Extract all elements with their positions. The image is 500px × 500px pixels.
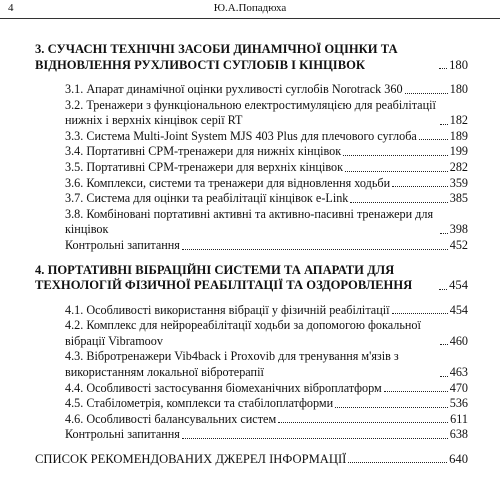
toc-review-questions-4[interactable]	[65, 427, 468, 443]
toc-page-number: 282	[449, 159, 468, 174]
dot-leader	[278, 422, 448, 423]
toc-section-3-8[interactable]	[65, 207, 468, 238]
toc-page-number: 638	[449, 427, 468, 442]
toc-page-number: 359	[449, 175, 468, 190]
toc-entry-title: 3.4. Портативні CPM-тренажери для нижніх кінцівок	[65, 144, 342, 159]
toc-page-number: 470	[449, 380, 468, 395]
toc-page-number: 398	[449, 222, 468, 237]
toc-entry-title: 4.3. Вібротренажери Vib4back і Proxovib для тренування м'язів з використанням локальної вібротерапії	[65, 349, 399, 379]
toc-page-number: 463	[449, 364, 468, 379]
header-rule	[0, 18, 500, 19]
page-number: 4	[8, 2, 14, 14]
toc-entry-title: 4.1. Особливості використання вібрації у фізичній реабілітації	[65, 302, 390, 317]
toc-entry-title: 3.1. Апарат динамічної оцінки рухливості суглобів Norotrack 360	[65, 82, 403, 96]
toc-entry-title: 4.2. Комплекс для нейрореабілітації ходьби за допомогою фокальної вібрації Vibramoov	[65, 318, 421, 348]
dot-leader	[345, 171, 448, 172]
toc-entry-title: 3. СУЧАСНІ ТЕХНІЧНІ ЗАСОБИ ДИНАМІЧНОЇ ОЦІНКИ ТА ВІДНОВЛЕННЯ РУХЛИВОСТІ СУГЛОБІВ І КІНЦІВОК	[35, 42, 398, 72]
dot-leader	[343, 155, 448, 156]
dot-leader	[392, 313, 448, 314]
dot-leader	[348, 462, 447, 463]
toc-page-number: 180	[449, 82, 468, 96]
table-of-contents	[35, 42, 468, 467]
toc-entry-title: 3.2. Тренажери з функціональною електростимуляцією для реабілітації нижніх і верхніх кінцівок серії RT	[65, 97, 436, 128]
dot-leader	[182, 249, 448, 250]
dot-leader	[350, 202, 447, 203]
dot-leader	[384, 391, 448, 392]
toc-section-3-1[interactable]	[65, 82, 468, 98]
toc-section-3-2[interactable]	[65, 98, 468, 129]
dot-leader	[439, 289, 447, 290]
toc-page-number: 199	[449, 144, 468, 159]
toc-section-3-7[interactable]	[65, 191, 468, 207]
toc-entry-title: 3.5. Портативні CPM-тренажери для верхніх кінцівок	[65, 159, 344, 174]
toc-section-4-6[interactable]	[65, 412, 468, 428]
toc-entry-title: 3.3. Система Multi-Joint System MJS 403 Plus для плечового суглоба	[65, 128, 417, 143]
toc-entry-title: СПИСОК РЕКОМЕНДОВАНИХ ДЖЕРЕЛ ІНФОРМАЦІЇ	[35, 451, 347, 466]
toc-references[interactable]	[35, 452, 468, 467]
toc-review-questions-3[interactable]	[65, 238, 468, 254]
toc-section-4-3[interactable]	[65, 349, 468, 380]
toc-entry-title: 3.8. Комбіновані портативні активні та активно-пасивні тренажери для кінцівок	[65, 206, 434, 237]
dot-leader	[440, 124, 448, 125]
toc-page-number: 460	[449, 333, 468, 348]
toc-page-number: 454	[449, 278, 468, 293]
toc-entry-title: 4.6. Особливості балансувальних систем	[65, 411, 277, 426]
dot-leader	[440, 233, 448, 234]
dot-leader	[440, 376, 448, 377]
toc-entry-title: 4. ПОРТАТИВНІ ВІБРАЦІЙНІ СИСТЕМИ ТА АПАРАТИ ДЛЯ ТЕХНОЛОГІЙ ФІЗИЧНОЇ РЕАБІЛІТАЦІЇ ТА ОЗДОРОВЛЕННЯ	[35, 262, 413, 293]
toc-entry-title: 3.7. Система для оцінки та реабілітації кінцівок e-Link	[65, 191, 349, 206]
toc-entry-title: Контрольні запитання	[65, 237, 180, 252]
dot-leader	[392, 186, 448, 187]
toc-chapter-4[interactable]	[35, 263, 468, 294]
toc-page-number: 180	[449, 57, 468, 72]
toc-page-number: 454	[449, 302, 468, 317]
toc-entry-title: 3.6. Комплекси, системи та тренажери для відновлення ходьби	[65, 175, 391, 190]
toc-chapter-3[interactable]	[35, 42, 468, 73]
dot-leader	[335, 407, 448, 408]
running-header	[0, 0, 500, 18]
toc-page-number: 385	[449, 191, 468, 206]
toc-section-3-3[interactable]	[65, 129, 468, 145]
toc-page-number: 536	[449, 396, 468, 411]
toc-section-3-4[interactable]	[65, 144, 468, 160]
toc-entry-title: 4.5. Стабілометрія, комплекси та стабілоплатформи	[65, 396, 334, 411]
header-author: Ю.А.Попадюха	[213, 2, 287, 14]
toc-page-number: 182	[449, 113, 468, 128]
toc-section-4-4[interactable]	[65, 381, 468, 397]
toc-section-4-1[interactable]	[65, 303, 468, 319]
toc-section-3-5[interactable]	[65, 160, 468, 176]
dot-leader	[405, 93, 448, 94]
toc-section-4-5[interactable]	[65, 396, 468, 412]
toc-page-number: 452	[449, 237, 468, 252]
toc-page-number: 611	[450, 411, 468, 426]
dot-leader	[439, 68, 447, 69]
dot-leader	[182, 438, 448, 439]
toc-entry-title: Контрольні запитання	[65, 427, 180, 442]
toc-page-number: 189	[449, 128, 468, 143]
toc-entry-title: 4.4. Особливості застосування біомеханічних віброплатформ	[65, 380, 382, 395]
toc-section-4-2[interactable]	[65, 318, 468, 349]
toc-section-3-6[interactable]	[65, 176, 468, 192]
toc-page-number: 640	[449, 451, 468, 466]
dot-leader	[419, 139, 448, 140]
dot-leader	[440, 344, 448, 345]
